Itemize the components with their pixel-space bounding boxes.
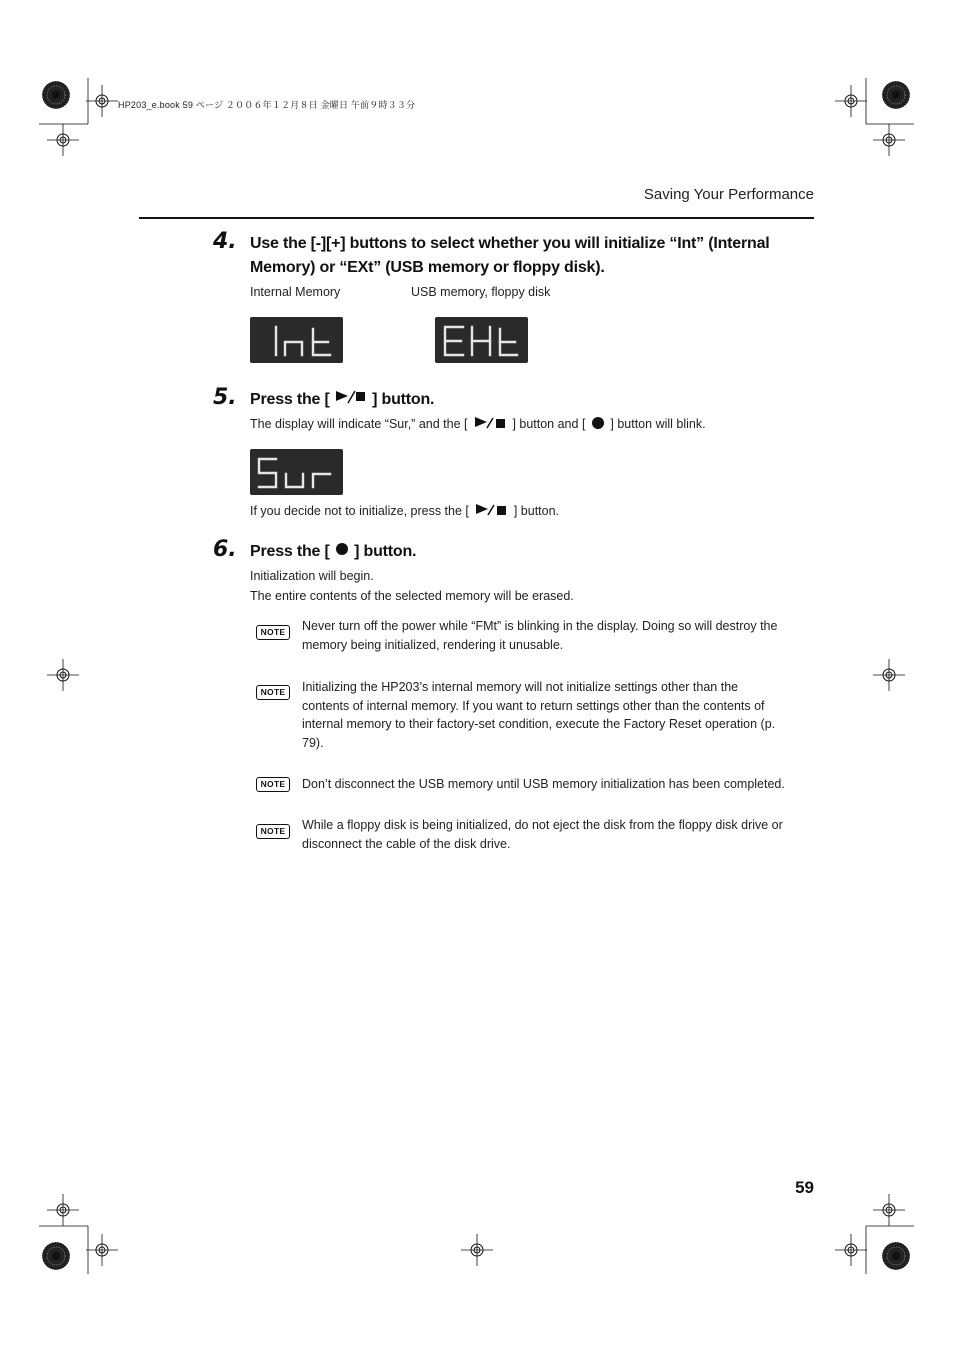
note-badge: NOTE (256, 777, 290, 792)
step-6-title-post: ] button. (354, 543, 417, 561)
step-6-number: 6. (213, 537, 237, 562)
step-5-cancel-pre: If you decide not to initialize, press the [ (250, 504, 469, 518)
page-number: 59 (795, 1178, 814, 1197)
step-6-title-pre: Press the [ (250, 543, 330, 561)
print-info: HP203_e.book 59 ページ ２００６年１２月８日 金曜日 午前９時３３分 (118, 100, 416, 110)
step-5-body-pre: The display will indicate “Sur,” and the [ (250, 417, 468, 431)
record-icon (334, 540, 350, 564)
step-4-number: 4. (213, 229, 237, 254)
note-text: Never turn off the power while “FMt” is blinking in the display. Doing so will destroy the memory being initialized, rendering it unusable. (302, 619, 778, 652)
step-5-number: 5. (213, 385, 237, 410)
display-eht (435, 317, 528, 363)
play-stop-icon (334, 388, 368, 412)
record-icon (589, 415, 607, 435)
note-badge: NOTE (256, 824, 290, 839)
section-title: Saving Your Performance (643, 186, 814, 203)
label-usb-floppy: USB memory, floppy disk (411, 285, 551, 299)
step-5-title-post: ] button. (372, 391, 435, 409)
step-4-title-line2: Memory) or “EXt” (USB memory or floppy disk). (250, 259, 605, 276)
play-stop-icon (472, 502, 510, 522)
step-5-body-post: ] button will blink. (610, 417, 706, 431)
note-badge: NOTE (256, 685, 290, 700)
display-int (250, 317, 343, 363)
header-rule (139, 217, 814, 219)
note-text: Don’t disconnect the USB memory until USB memory initialization has been completed. (302, 777, 785, 791)
note-badge: NOTE (256, 625, 290, 640)
step-5-title (250, 388, 434, 412)
step-6-title (250, 540, 416, 564)
display-sur (250, 449, 343, 495)
step-5-body (250, 414, 706, 435)
step-6-body-line1: Initialization will begin. (250, 569, 374, 583)
step-4-title-line1: Use the [-][+] buttons to select whether you will initialize “Int” (Internal (250, 235, 770, 252)
label-internal-memory: Internal Memory (250, 285, 341, 299)
step-5-title-pre: Press the [ (250, 391, 330, 409)
play-stop-icon (471, 415, 509, 435)
note-text: While a floppy disk is being initialized, do not eject the disk from the floppy disk drive or disconnect the cable of the disk drive. (302, 818, 783, 851)
step-5-cancel-post: ] button. (513, 504, 560, 518)
step-5-cancel-note (250, 501, 559, 522)
step-6-body-line2: The entire contents of the selected memory will be erased. (250, 589, 574, 603)
note-text: Initializing the HP203’s internal memory will not initialize settings other than the contents of internal memory. If you want to return settings other than the contents of internal memory to their factory-set condition, execute the Factory Reset operation (p. 79). (302, 680, 776, 750)
step-5-body-mid: ] button and [ (512, 417, 586, 431)
